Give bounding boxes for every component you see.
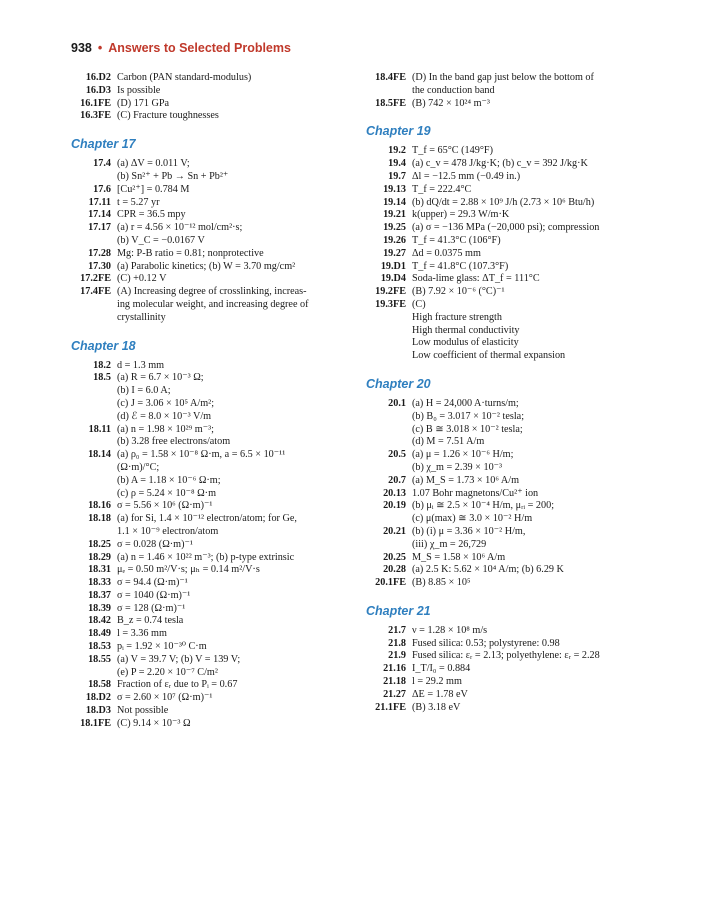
problem-number: 19.2FE — [375, 286, 406, 298]
answer-text — [117, 718, 356, 731]
answer-line: pᵢ = 1.92 × 10⁻³⁰ C·m — [117, 641, 207, 653]
problem-number: 17.17 — [88, 222, 111, 234]
chapter-heading: Chapter 17 — [71, 137, 136, 152]
answer-text — [117, 197, 356, 210]
problem-number: 18.58 — [88, 679, 111, 691]
answer-text — [412, 98, 666, 111]
answer-line: (b) Sn²⁺ + Pb → Sn + Pb²⁺ — [117, 170, 229, 182]
answer-line: (a) n = 1.46 × 10²² m⁻³; (b) p-type extrinsic — [117, 551, 295, 563]
answer-text — [412, 526, 666, 552]
answer-entry — [71, 564, 356, 577]
problem-number: 19.2 — [388, 145, 406, 157]
answer-line: σ = 5.56 × 10⁶ (Ω·m)⁻¹ — [117, 500, 213, 512]
answer-text — [117, 577, 356, 590]
answer-line: (b) (i) μ = 3.36 × 10⁻² H/m, — [412, 525, 526, 537]
problem-number: 19.13 — [383, 183, 406, 195]
answer-text — [117, 248, 356, 261]
problem-number: 16.1FE — [80, 97, 111, 109]
answer-line: Carbon (PAN standard-modulus) — [117, 72, 252, 83]
answer-section — [366, 124, 666, 363]
answer-text — [117, 705, 356, 718]
answer-line: (b) χ_m = 2.39 × 10⁻³ — [412, 461, 503, 473]
answer-entry — [366, 638, 666, 651]
chapter-heading: Chapter 19 — [366, 124, 431, 139]
problem-number: 18.D2 — [85, 692, 111, 704]
answer-line: l = 3.36 mm — [117, 628, 167, 640]
answer-line: Δl = −12.5 mm (−0.49 in.) — [412, 170, 521, 182]
answer-text — [117, 603, 356, 616]
problem-number: 18.14 — [88, 449, 111, 461]
answer-entry — [366, 625, 666, 638]
answer-line: (d) M = 7.51 A/m — [412, 436, 485, 448]
answer-line: (C) 9.14 × 10⁻³ Ω — [117, 717, 191, 729]
answer-line: (Ω·m)/°C; — [117, 461, 160, 473]
answer-line: CPR = 36.5 mpy — [117, 209, 186, 221]
problem-number: 20.7 — [388, 474, 406, 486]
problem-number: 19.D1 — [380, 260, 406, 272]
answer-line: (b) I = 6.0 A; — [117, 385, 171, 397]
answer-entry — [366, 209, 666, 222]
answer-line: (B) 742 × 10²⁴ m⁻³ — [412, 97, 490, 109]
answer-line: (D) In the band gap just below the bottom of — [412, 72, 594, 83]
answer-line: T_f = 222.4°C — [412, 183, 472, 195]
problem-number: 19.27 — [383, 247, 406, 259]
answer-text — [117, 654, 356, 680]
problem-number: 16.D2 — [85, 72, 111, 83]
answer-entry — [71, 158, 356, 184]
answer-entry — [71, 372, 356, 423]
problem-number: 19.4 — [388, 158, 406, 170]
problem-number: 18.18 — [88, 513, 111, 525]
answer-entry — [366, 689, 666, 702]
problem-number: 19.D4 — [380, 273, 406, 285]
problem-number: 19.26 — [383, 234, 406, 246]
answer-line: Δd = 0.0375 mm — [412, 247, 481, 259]
answer-line: l = 29.2 mm — [412, 676, 462, 688]
answer-line: (a) for Si, 1.4 × 10⁻¹² electron/atom; for Ge, — [117, 513, 297, 525]
answer-line: (a) Parabolic kinetics; (b) W = 3.70 mg/cm² — [117, 260, 296, 272]
answer-entry — [71, 209, 356, 222]
answer-entry — [71, 577, 356, 590]
problem-number: 19.25 — [383, 222, 406, 234]
problem-number: 17.4 — [93, 158, 111, 170]
answer-text — [117, 222, 356, 248]
answer-text — [117, 449, 356, 500]
problem-number: 20.21 — [383, 525, 406, 537]
header-separator: • — [97, 41, 103, 55]
answer-entry — [71, 539, 356, 552]
answer-entry — [71, 603, 356, 616]
answer-line: Soda-lime glass: ΔT_f = 111°C — [412, 273, 540, 285]
problem-number: 18.11 — [88, 423, 111, 435]
answer-entry — [71, 590, 356, 603]
answer-text — [117, 158, 356, 184]
answer-line: ing molecular weight, and increasing degree of — [117, 298, 309, 310]
answer-line: [Cu²⁺] = 0.784 M — [117, 183, 190, 195]
answer-line: Is possible — [117, 84, 161, 96]
problem-number: 17.30 — [88, 260, 111, 272]
problem-number: 18.16 — [88, 500, 111, 512]
answer-entry — [71, 85, 356, 98]
page-number: 938 — [71, 41, 92, 55]
problem-number: 18.5 — [93, 372, 111, 384]
answer-line: (d) ℰ = 8.0 × 10⁻³ V/m — [117, 410, 212, 422]
answer-line: (b) V_C = −0.0167 V — [117, 234, 205, 246]
answer-line: (c) J = 3.06 × 10⁵ A/m²; — [117, 397, 215, 409]
answer-line: k(upper) = 29.3 W/m·K — [412, 209, 510, 221]
answer-text — [412, 689, 666, 702]
problem-number: 19.7 — [388, 170, 406, 182]
answer-entry — [71, 641, 356, 654]
answer-line: d = 1.3 mm — [117, 359, 165, 371]
answer-line: σ = 0.028 (Ω·m)⁻¹ — [117, 538, 193, 550]
answer-text — [117, 692, 356, 705]
answer-line: Low coefficient of thermal expansion — [412, 350, 566, 362]
answer-text — [117, 72, 356, 85]
answer-text — [117, 372, 356, 423]
problem-number: 18.55 — [88, 653, 111, 665]
problem-number: 20.5 — [388, 449, 406, 461]
answer-text — [412, 72, 666, 98]
answer-line: (a) n = 1.98 × 10²⁹ m⁻³; — [117, 423, 214, 435]
answer-line: (C) — [412, 298, 426, 310]
problem-number: 19.3FE — [375, 298, 406, 310]
problem-number: 18.42 — [88, 615, 111, 627]
problem-number: 21.16 — [383, 663, 406, 675]
answer-entry — [71, 615, 356, 628]
answer-text — [117, 539, 356, 552]
answer-line: (B) 7.92 × 10⁻⁶ (°C)⁻¹ — [412, 286, 505, 298]
answer-entry — [366, 475, 666, 488]
answer-text — [412, 552, 666, 565]
answer-line: (e) P = 2.20 × 10⁻⁷ C/m² — [117, 666, 218, 678]
answer-entry — [366, 650, 666, 663]
answer-text — [412, 638, 666, 651]
answer-entry — [71, 110, 356, 123]
answer-entry — [366, 299, 666, 363]
problem-number: 18.31 — [88, 564, 111, 576]
answer-line: 1.1 × 10⁻⁹ electron/atom — [117, 525, 219, 537]
answer-entry — [71, 360, 356, 373]
answer-entry — [366, 663, 666, 676]
problem-number: 18.25 — [88, 538, 111, 550]
answer-line: t = 5.27 yr — [117, 196, 160, 208]
answer-line: (b) dQ/dt = 2.88 × 10⁹ J/h (2.73 × 10⁶ Btu/h) — [412, 196, 595, 208]
answer-text — [412, 625, 666, 638]
answer-line: (D) 171 GPa — [117, 97, 170, 109]
answer-line: (a) ΔV = 0.011 V; — [117, 158, 190, 170]
answer-line: ΔE = 1.78 eV — [412, 688, 468, 700]
answer-line: σ = 128 (Ω·m)⁻¹ — [117, 602, 186, 614]
problem-number: 21.27 — [383, 688, 406, 700]
problem-number: 17.11 — [88, 196, 111, 208]
answer-text — [412, 235, 666, 248]
answer-line: (c) ρ = 5.24 × 10⁻⁸ Ω·m — [117, 487, 216, 499]
problem-number: 21.8 — [388, 637, 406, 649]
answer-text — [412, 145, 666, 158]
answer-line: the conduction band — [412, 84, 495, 96]
answer-line: I_T/I₀ = 0.884 — [412, 663, 471, 675]
answer-text — [117, 552, 356, 565]
problem-number: 21.9 — [388, 650, 406, 662]
answer-text — [412, 248, 666, 261]
problem-number: 18.4FE — [375, 72, 406, 83]
answer-entry — [71, 513, 356, 539]
problem-number: 18.37 — [88, 589, 111, 601]
answer-line: (C) +0.12 V — [117, 273, 167, 285]
chapter-heading: Chapter 18 — [71, 338, 136, 353]
answer-entry — [366, 488, 666, 501]
answer-entry — [366, 248, 666, 261]
answer-line: (b) B₀ = 3.017 × 10⁻² tesla; — [412, 410, 525, 422]
answer-text — [412, 564, 666, 577]
answer-line: Fused silica: εᵣ = 2.13; polyethylene: εᵣ = 2.28 — [412, 650, 600, 662]
answer-line: μₑ = 0.50 m²/V·s; μₕ = 0.14 m²/V·s — [117, 564, 260, 576]
answer-entry — [366, 145, 666, 158]
answer-section — [366, 377, 666, 590]
answer-line: (b) A = 1.18 × 10⁻⁶ Ω·m; — [117, 474, 221, 486]
answer-line: (C) Fracture toughnesses — [117, 110, 219, 122]
answer-line: B_z = 0.74 tesla — [117, 615, 184, 627]
answer-line: Not possible — [117, 705, 169, 717]
answer-text — [117, 679, 356, 692]
answer-line: High thermal conductivity — [412, 324, 520, 336]
problem-number: 18.2 — [93, 359, 111, 371]
answer-section — [71, 137, 356, 324]
problem-number: 21.1FE — [375, 701, 406, 713]
answer-text — [117, 261, 356, 274]
answer-line: (a) R = 6.7 × 10⁻³ Ω; — [117, 372, 204, 384]
answer-text — [412, 299, 666, 363]
problem-number: 21.18 — [383, 676, 406, 688]
answer-text — [412, 663, 666, 676]
answer-text — [117, 424, 356, 450]
answer-entry — [366, 676, 666, 689]
answer-line: T_f = 41.8°C (107.3°F) — [412, 260, 509, 272]
answer-entry — [366, 449, 666, 475]
answer-line: Fused silica: 0.53; polystyrene: 0.98 — [412, 637, 560, 649]
problem-number: 17.6 — [93, 183, 111, 195]
answer-text — [117, 590, 356, 603]
answer-entry — [71, 261, 356, 274]
answer-text — [117, 110, 356, 123]
answer-text — [117, 615, 356, 628]
answer-line: Low modulus of elasticity — [412, 337, 519, 349]
answer-text — [412, 500, 666, 526]
answer-entry — [366, 273, 666, 286]
answer-text — [117, 85, 356, 98]
answer-line: (a) V = 39.7 V; (b) V = 139 V; — [117, 653, 241, 665]
right-column — [366, 72, 666, 714]
answer-text — [412, 222, 666, 235]
answer-text — [412, 197, 666, 210]
problem-number: 21.7 — [388, 624, 406, 636]
answer-text — [412, 171, 666, 184]
problem-number: 19.14 — [383, 196, 406, 208]
answer-text — [117, 286, 356, 324]
answer-text — [117, 641, 356, 654]
answer-line: crystallinity — [117, 311, 166, 323]
answer-entry — [366, 552, 666, 565]
answer-entry — [366, 261, 666, 274]
answer-text — [117, 500, 356, 513]
answer-entry — [71, 184, 356, 197]
problem-number: 17.28 — [88, 247, 111, 259]
answer-text — [117, 273, 356, 286]
problem-number: 20.19 — [383, 500, 406, 512]
answer-line: High fracture strength — [412, 311, 502, 323]
answer-text — [117, 513, 356, 539]
answer-entry — [366, 398, 666, 449]
problem-number: 20.1 — [388, 397, 406, 409]
answer-entry — [71, 679, 356, 692]
answer-line: T_f = 41.3°C (106°F) — [412, 234, 501, 246]
chapter-heading: Chapter 20 — [366, 376, 431, 391]
answer-text — [412, 184, 666, 197]
answer-entry — [71, 273, 356, 286]
answer-entry — [71, 628, 356, 641]
answer-line: 1.07 Bohr magnetons/Cu²⁺ ion — [412, 487, 539, 499]
running-title: Answers to Selected Problems — [108, 41, 291, 55]
answer-entry — [71, 98, 356, 111]
answer-text — [412, 273, 666, 286]
problem-number: 18.53 — [88, 641, 111, 653]
answer-text — [412, 475, 666, 488]
answer-entry — [366, 500, 666, 526]
answer-line: (B) 3.18 eV — [412, 701, 461, 713]
problem-number: 17.4FE — [80, 286, 111, 298]
problem-number: 16.3FE — [80, 110, 111, 122]
answer-entry — [366, 564, 666, 577]
answer-line: σ = 94.4 (Ω·m)⁻¹ — [117, 577, 188, 589]
answer-section — [71, 72, 356, 123]
page-header — [71, 41, 291, 55]
answer-entry — [71, 424, 356, 450]
answer-line: T_f = 65°C (149°F) — [412, 145, 493, 157]
answer-section — [71, 339, 356, 731]
left-column — [71, 72, 356, 731]
answer-entry — [366, 158, 666, 171]
problem-number: 16.D3 — [85, 84, 111, 96]
answer-entry — [366, 171, 666, 184]
answer-line: (a) 2.5 K: 5.62 × 10⁴ A/m; (b) 6.29 K — [412, 564, 564, 576]
answer-text — [412, 449, 666, 475]
chapter-heading: Chapter 21 — [366, 603, 431, 618]
answer-entry — [71, 718, 356, 731]
answer-entry — [71, 552, 356, 565]
answer-entry — [71, 197, 356, 210]
problem-number: 20.28 — [383, 564, 406, 576]
answer-text — [117, 628, 356, 641]
answer-entry — [71, 248, 356, 261]
problem-number: 17.14 — [88, 209, 111, 221]
problem-number: 17.2FE — [80, 273, 111, 285]
answer-entry — [366, 526, 666, 552]
problem-number: 19.21 — [383, 209, 406, 221]
answer-text — [412, 398, 666, 449]
answer-line: (a) μ = 1.26 × 10⁻⁶ H/m; — [412, 449, 514, 461]
answer-entry — [71, 500, 356, 513]
answer-line: (B) 8.85 × 10⁵ — [412, 577, 471, 589]
answer-entry — [366, 197, 666, 210]
answer-entry — [366, 702, 666, 715]
answer-entry — [71, 222, 356, 248]
answer-line: (b) μᵢ ≅ 2.5 × 10⁻⁴ H/m, μᵣᵢ = 200; — [412, 500, 555, 512]
answer-entry — [366, 98, 666, 111]
answer-text — [117, 360, 356, 373]
answer-line: (a) r = 4.56 × 10⁻¹² mol/cm²·s; — [117, 222, 243, 234]
answer-line: (A) Increasing degree of crosslinking, increas- — [117, 286, 307, 298]
answer-line: (iii) χ_m = 26,729 — [412, 538, 487, 550]
answer-text — [412, 676, 666, 689]
problem-number: 18.D3 — [85, 705, 111, 717]
answer-line: (a) σ = −136 MPa (−20,000 psi); compression — [412, 222, 600, 234]
answer-text — [412, 650, 666, 663]
answer-line: (a) c_v = 478 J/kg·K; (b) c_v = 392 J/kg·K — [412, 158, 588, 170]
answer-text — [412, 577, 666, 590]
answer-text — [117, 98, 356, 111]
problem-number: 18.49 — [88, 628, 111, 640]
answer-entry — [366, 222, 666, 235]
answer-text — [412, 261, 666, 274]
answer-line: Mg: P-B ratio = 0.81; nonprotective — [117, 247, 264, 259]
problem-number: 18.33 — [88, 577, 111, 589]
answer-entry — [71, 449, 356, 500]
answer-entry — [71, 692, 356, 705]
answer-text — [412, 286, 666, 299]
answer-line: M_S = 1.58 × 10⁶ A/m — [412, 551, 506, 563]
answer-line: σ = 1040 (Ω·m)⁻¹ — [117, 589, 191, 601]
answer-line: (b) 3.28 free electrons/atom — [117, 436, 231, 448]
answer-entry — [366, 577, 666, 590]
answer-line: σ = 2.60 × 10⁷ (Ω·m)⁻¹ — [117, 692, 213, 704]
answer-text — [412, 209, 666, 222]
answer-entry — [71, 286, 356, 324]
answer-line: (c) μ(max) ≅ 3.0 × 10⁻² H/m — [412, 513, 533, 525]
answer-line: ν = 1.28 × 10⁸ m/s — [412, 624, 488, 636]
answer-text — [412, 158, 666, 171]
answer-line: (a) ρ₀ = 1.58 × 10⁻⁸ Ω·m, a = 6.5 × 10⁻¹¹ — [117, 449, 286, 461]
answer-section — [366, 72, 666, 110]
answer-text — [117, 564, 356, 577]
problem-number: 20.13 — [383, 487, 406, 499]
answer-entry — [366, 286, 666, 299]
answer-entry — [71, 654, 356, 680]
answer-line: (c) B ≅ 3.018 × 10⁻² tesla; — [412, 423, 523, 435]
answer-text — [117, 184, 356, 197]
problem-number: 18.39 — [88, 602, 111, 614]
answer-section — [366, 604, 666, 715]
answer-entry — [71, 72, 356, 85]
problem-number: 18.1FE — [80, 717, 111, 729]
answer-line: (a) H = 24,000 A·turns/m; — [412, 397, 519, 409]
problem-number: 18.29 — [88, 551, 111, 563]
answer-entry — [366, 184, 666, 197]
problem-number: 18.5FE — [375, 97, 406, 109]
problem-number: 20.25 — [383, 551, 406, 563]
answer-line: Fraction of εᵣ due to Pᵢ = 0.67 — [117, 679, 238, 691]
answer-line: (a) M_S = 1.73 × 10⁶ A/m — [412, 474, 520, 486]
answer-entry — [366, 235, 666, 248]
problem-number: 20.1FE — [375, 577, 406, 589]
answer-text — [412, 488, 666, 501]
answer-entry — [71, 705, 356, 718]
answer-entry — [366, 72, 666, 98]
answer-text — [117, 209, 356, 222]
answer-text — [412, 702, 666, 715]
